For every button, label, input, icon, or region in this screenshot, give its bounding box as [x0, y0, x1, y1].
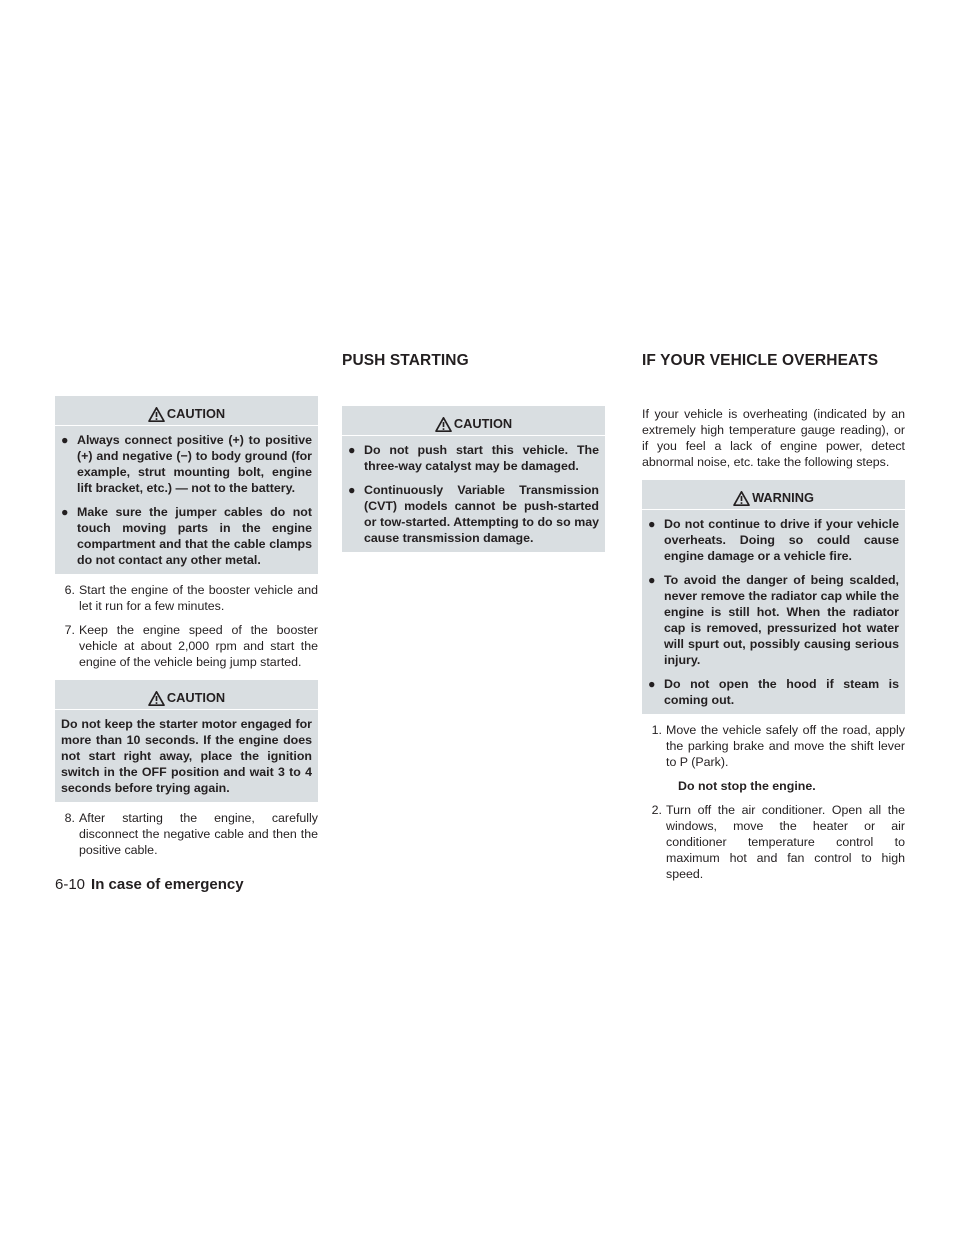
caution-text: Do not keep the starter motor engaged for more than 10 seconds. If the engine does not start right away, place the ignition switch in the OFF position and wait 3 to 4 seconds before trying again.: [61, 717, 312, 795]
caution-heading: CAUTION: [55, 400, 318, 426]
overheat-intro: If your vehicle is overheating (indicated by an extremely high temperature gauge reading), or if you feel a lack of engine power, detect abnormal noise, etc. take the following steps.: [642, 407, 905, 469]
column-overheats: [642, 352, 905, 890]
caution-heading: CAUTION: [342, 410, 605, 436]
caution-box-push-start: [342, 406, 605, 552]
warning-bullet: ● Do not open the hood if steam is coming out.: [648, 677, 899, 707]
warning-triangle-icon: [148, 691, 165, 706]
step-1-note: Do not stop the engine.: [678, 779, 816, 793]
caution-bullet: ● Always connect positive (+) to positive (+) and negative (−) to body ground (for example, strut mounting bolt, engine lift bracket, etc.) — not to the battery.: [61, 433, 312, 495]
column-push-starting: [342, 352, 605, 560]
warning-heading: WARNING: [642, 484, 905, 510]
bullet-icon: ●: [648, 677, 656, 691]
caution-heading: CAUTION: [55, 684, 318, 710]
warning-box-overheat: [642, 480, 905, 714]
warning-bullet: ● Do not continue to drive if your vehicle overheats. Doing so could cause engine damage or a vehicle fire.: [648, 517, 899, 563]
bullet-icon: ●: [348, 443, 356, 457]
step-2: 2. Turn off the air conditioner. Open all the windows, move the heater or air conditioner temperature control to maximum hot and fan control to high speed.: [651, 803, 905, 881]
warning-triangle-icon: [435, 417, 452, 432]
page-footer: [55, 876, 244, 894]
caution-bullet: ● Do not push start this vehicle. The three-way catalyst may be damaged.: [348, 443, 599, 473]
warning-triangle-icon: [733, 491, 750, 506]
column-jump-start-continued: [55, 352, 318, 866]
footer-section-title: In case of emergency: [91, 876, 244, 893]
caution-box-cables: [55, 396, 318, 574]
step-7: 7. Keep the engine speed of the booster vehicle at about 2,000 rpm and start the engine of the vehicle being jump started.: [64, 623, 318, 669]
warning-triangle-icon: [148, 407, 165, 422]
bullet-icon: ●: [61, 433, 69, 447]
caution-bullet: ● Make sure the jumper cables do not touch moving parts in the engine compartment and that the cable clamps do not contact any other metal.: [61, 505, 312, 567]
section-title-overheats: IF YOUR VEHICLE OVERHEATS: [642, 352, 879, 369]
bullet-icon: ●: [648, 517, 656, 531]
step-8: 8. After starting the engine, carefully disconnect the negative cable and then the positive cable.: [64, 811, 318, 857]
bullet-icon: ●: [348, 483, 356, 497]
step-6: 6. Start the engine of the booster vehicle and let it run for a few minutes.: [64, 583, 318, 613]
section-title-push-starting: PUSH STARTING: [342, 352, 469, 369]
bullet-icon: ●: [61, 505, 69, 519]
warning-bullet: ● To avoid the danger of being scalded, never remove the radiator cap while the engine is still hot. When the radiator cap is removed, pressurized hot water will spurt out, possibly causing serious injury.: [648, 573, 899, 667]
step-1: 1. Move the vehicle safely off the road, apply the parking brake and move the shift lever to P (Park).: [651, 723, 905, 769]
caution-box-starter: [55, 680, 318, 802]
bullet-icon: ●: [648, 573, 656, 587]
caution-bullet: ● Continuously Variable Transmission (CVT) models cannot be push-started or tow-started. Attempting to do so may cause transmission damage.: [348, 483, 599, 545]
page-number: 6-10: [55, 876, 86, 893]
